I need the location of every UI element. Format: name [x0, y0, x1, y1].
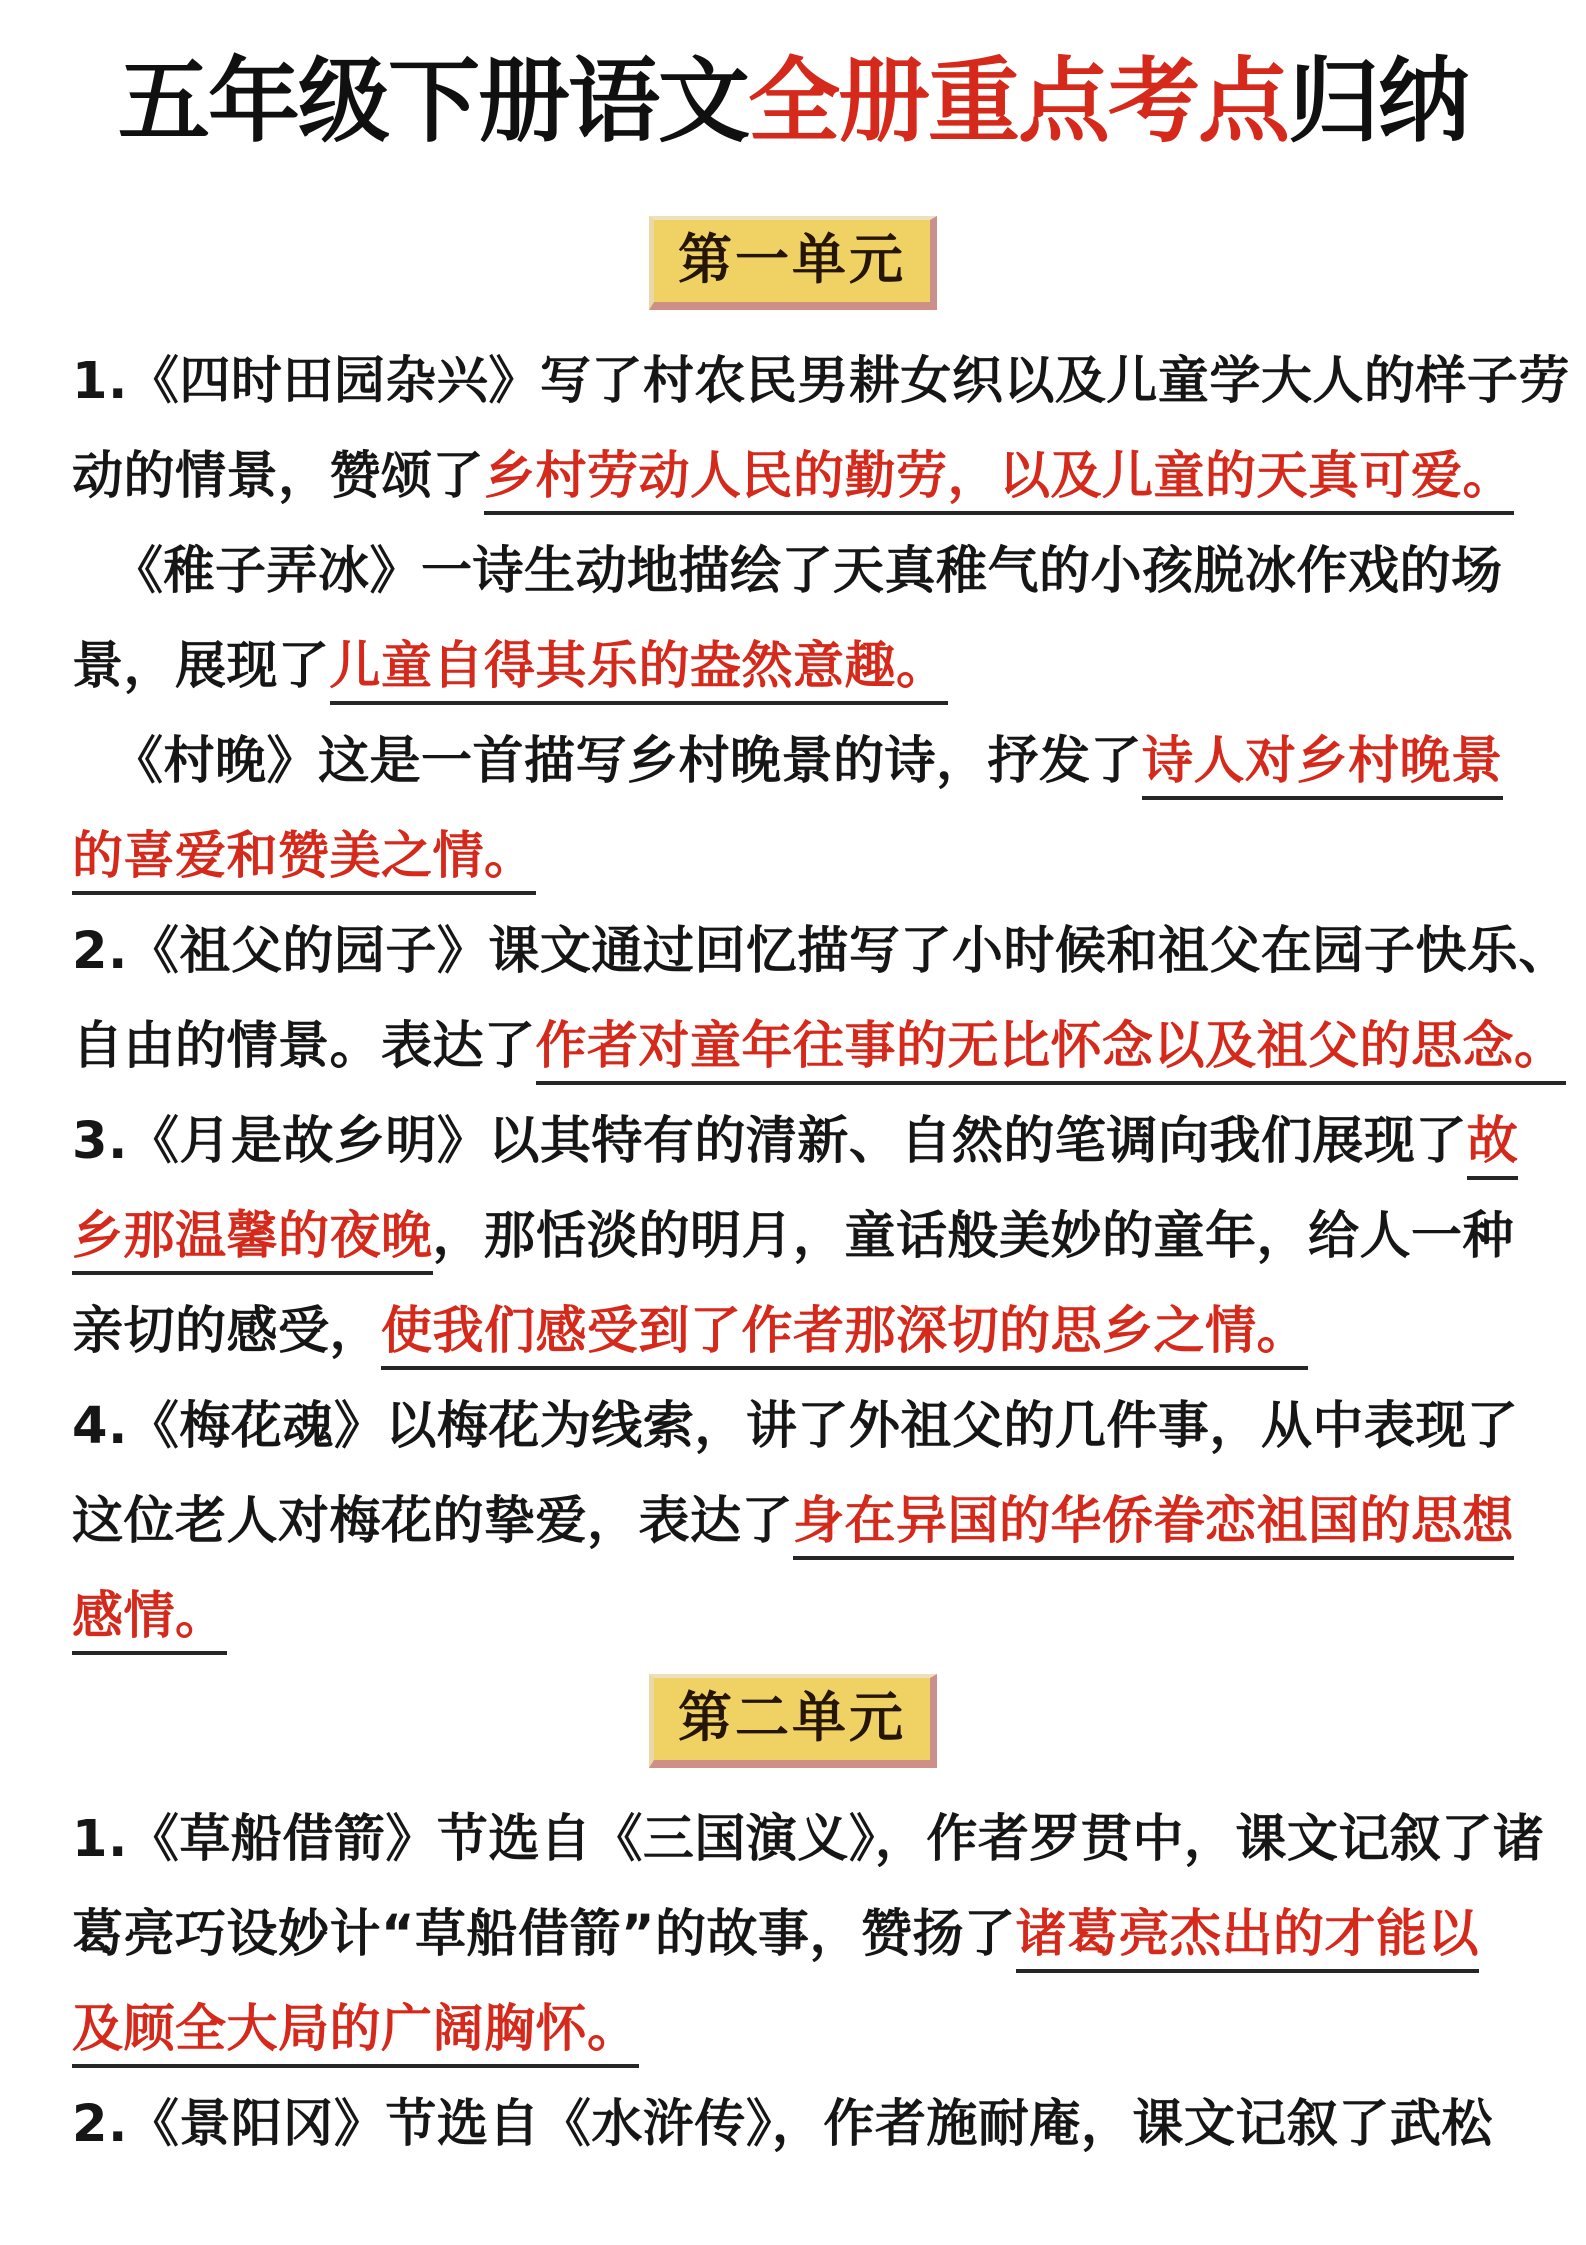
body-text: 《村晚》这是一首描写乡村晚景的诗，抒发了: [112, 732, 1143, 792]
highlighted-key-point: 诗人对乡村晚景: [1142, 732, 1503, 800]
body-text: ，那恬淡的明月，童话般美妙的童年，给人一种: [432, 1207, 1515, 1267]
unit-header: 第一单元: [649, 216, 937, 310]
text-line: [72, 1284, 1514, 1379]
text-line: [72, 1094, 1519, 1189]
text-line: [72, 1982, 1514, 2077]
text-line: [72, 619, 1514, 714]
highlighted-key-point: 的喜爱和赞美之情。: [72, 827, 536, 895]
body-text: 4.《梅花魂》以梅花为线索，讲了外祖父的几件事，从中表现了: [72, 1397, 1519, 1457]
highlighted-key-point: 故: [1467, 1112, 1519, 1180]
body-text: 葛亮巧设妙计“草船借箭”的故事，赞扬了: [72, 1905, 1016, 1965]
text-line: [72, 2077, 1514, 2172]
body-text: 动的情景，赞颂了: [72, 447, 485, 507]
highlighted-key-point: 诸葛亮杰出的才能以: [1016, 1905, 1480, 1973]
body-text: 这位老人对梅花的挚爱，表达了: [72, 1492, 794, 1552]
highlighted-key-point: 儿童自得其乐的盎然意趣。: [330, 637, 948, 705]
text-line: [72, 429, 1514, 524]
body-text: 《稚子弄冰》一诗生动地描绘了天真稚气的小孩脱冰作戏的场: [112, 542, 1503, 602]
page-title-red: 全册重点考点: [747, 48, 1288, 155]
text-line: [72, 1379, 1519, 1474]
text-line: [72, 1887, 1514, 1982]
text-line: [72, 904, 1570, 999]
body-text: 亲切的感受，: [72, 1302, 382, 1362]
body-text: 自由的情景。表达了: [72, 1017, 536, 1077]
text-line: [72, 809, 1514, 904]
body-text: 3.《月是故乡明》以其特有的清新、自然的笔调向我们展现了: [72, 1112, 1467, 1172]
text-line: [72, 1569, 1514, 1664]
text-line: [72, 1474, 1514, 1569]
text-line: [72, 1792, 1545, 1887]
body-text: 2.《景阳冈》节选自《水浒传》，作者施耐庵，课文记叙了武松: [72, 2095, 1493, 2155]
unit-header-wrap: [72, 1674, 1514, 1768]
highlighted-key-point: 乡那温馨的夜晚: [72, 1207, 433, 1275]
body-text: 景，展现了: [72, 637, 330, 697]
page-title-black-left: 五年级下册语文: [117, 48, 748, 155]
body-text: 2.《祖父的园子》课文通过回忆描写了小时候和祖父在园子快乐、: [72, 922, 1570, 982]
highlighted-key-point: 感情。: [72, 1587, 227, 1655]
text-line: [72, 714, 1514, 809]
text-line: [72, 524, 1514, 619]
unit-header: 第二单元: [649, 1674, 937, 1768]
body-text: 1.《草船借箭》节选自《三国演义》，作者罗贯中，课文记叙了诸: [72, 1810, 1545, 1870]
text-line: [72, 334, 1570, 429]
page-title: [0, 40, 1586, 164]
page-title-black-right: 归纳: [1288, 48, 1469, 155]
highlighted-key-point: 乡村劳动人民的勤劳，以及儿童的天真可爱。: [484, 447, 1514, 515]
highlighted-key-point: 作者对童年往事的无比怀念以及祖父的思念。: [536, 1017, 1566, 1085]
highlighted-key-point: 身在异国的华侨眷恋祖国的思想: [793, 1492, 1514, 1560]
text-line: [72, 999, 1566, 1094]
highlighted-key-point: 及顾全大局的广阔胸怀。: [72, 2000, 639, 2068]
unit-section: [72, 1674, 1545, 2172]
unit-section: [72, 216, 1570, 1664]
document-content: [0, 216, 1586, 2172]
unit-header-wrap: [72, 216, 1514, 310]
highlighted-key-point: 使我们感受到了作者那深切的思乡之情。: [381, 1302, 1308, 1370]
body-text: 1.《四时田园杂兴》写了村农民男耕女织以及儿童学大人的样子劳: [72, 352, 1570, 412]
text-line: [72, 1189, 1514, 1284]
